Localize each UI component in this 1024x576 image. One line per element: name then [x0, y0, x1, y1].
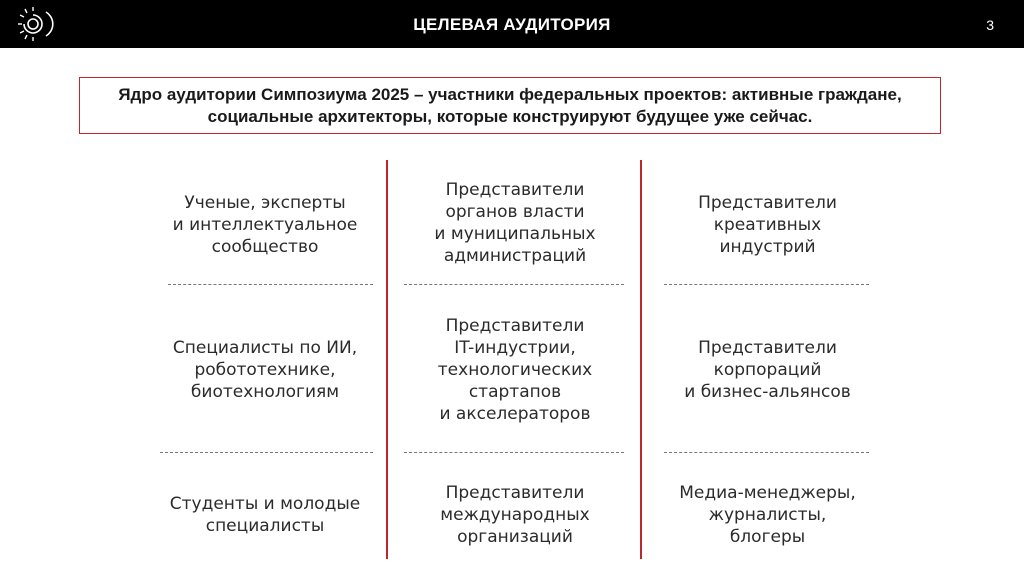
audience-cell	[140, 300, 390, 440]
audience-text: Студенты и молодые специалисты	[169, 494, 361, 536]
page-title: ЦЕЛЕВАЯ АУДИТОРИЯ	[413, 15, 611, 34]
audience-cell	[645, 470, 890, 560]
column-divider-right	[640, 160, 642, 559]
core-audience-text: Ядро аудитории Симпозиума 2025 – участники федеральных проектов: активные граждане, социальные архитекторы, которые конструируют будущее уже сейчас.	[118, 84, 902, 126]
row-divider	[404, 452, 624, 453]
audience-cell	[392, 300, 638, 440]
row-divider	[664, 452, 869, 453]
audience-cell	[645, 300, 890, 440]
audience-text: Представители корпораций и бизнес-альянсов	[684, 338, 851, 402]
audience-text: Ученые, эксперты и интеллектуальное сообщество	[172, 193, 358, 257]
row-divider	[160, 452, 373, 453]
audience-cell	[392, 470, 638, 560]
header-bar	[0, 0, 1024, 48]
core-audience-box	[79, 77, 941, 134]
audience-text: Представители креативных индустрий	[698, 193, 837, 257]
row-divider	[404, 284, 624, 285]
row-divider	[664, 284, 869, 285]
page-number: 3	[986, 17, 994, 33]
audience-text: Медиа-менеджеры, журналисты, блогеры	[679, 483, 856, 547]
audience-cell	[140, 175, 390, 275]
audience-text: Представители органов власти и муниципальных администраций	[434, 180, 596, 266]
audience-cell	[645, 175, 890, 275]
row-divider	[168, 284, 373, 285]
audience-text: Представители международных организаций	[440, 483, 590, 547]
audience-cell	[140, 470, 390, 560]
audience-text: Представители IT-индустрии, технологических стартапов и акселераторов	[437, 316, 593, 424]
audience-cell	[392, 168, 638, 278]
audience-text: Специалисты по ИИ, робототехнике, биотехнологиям	[172, 338, 358, 402]
